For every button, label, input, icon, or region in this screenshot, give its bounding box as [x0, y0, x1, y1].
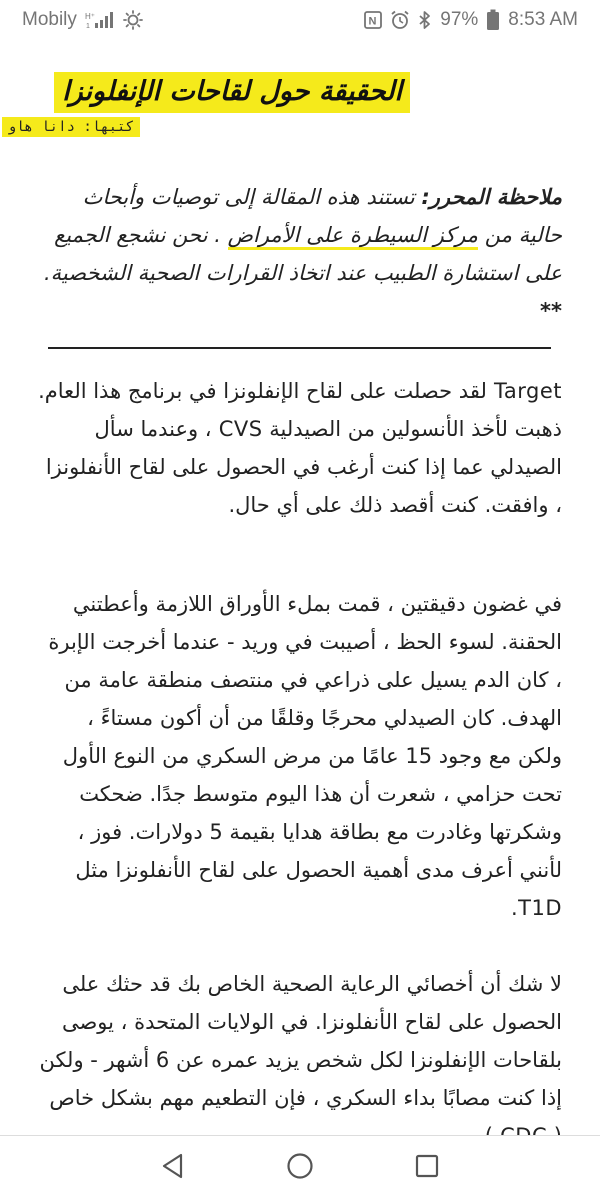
back-button[interactable] [149, 1144, 197, 1192]
status-left [22, 9, 143, 31]
status-right [364, 9, 578, 31]
article-content[interactable] [0, 40, 600, 1135]
navigation-bar [0, 1135, 600, 1200]
article-paragraph-3: لا شك أن أخصائي الرعاية الصحية الخاص بك قد حثك على الحصول على لقاح الأنفلونزا. في الولايات المتحدة ، يوصى بلقاحات الإنفلونزا لكل شخص يزيد عمره عن 6 أشهر - ولكن إذا كنت مصابًا بداء السكري ، فإن التطعيم مهم بشكل خاص [39, 972, 562, 1110]
editor-note-marker: ** [540, 299, 562, 323]
svg-text:H⁺: H⁺ [84, 12, 95, 21]
nfc-icon [364, 11, 382, 29]
recents-button[interactable] [403, 1144, 451, 1192]
carrier-name: Mobily [22, 9, 77, 30]
signal-icon [85, 11, 115, 29]
editor-note [40, 178, 562, 330]
cdc-link[interactable]: مركز السيطرة على الأمراض [228, 223, 478, 250]
back-icon [160, 1152, 186, 1184]
home-button[interactable] [276, 1144, 324, 1192]
article-title: الحقيقة حول لقاحات الإنفلونزا [54, 72, 410, 113]
article-byline: كتبها: دانا هاو [2, 117, 140, 137]
editor-note-label: ملاحظة المحرر: [421, 185, 562, 209]
article-paragraph-2: في غضون دقيقتين ، قمت بملء الأوراق اللازمة وأعطتني الحقنة. لسوء الحظ ، أصيبت في وريد - عندما أخرجت الإبرة ، كان الدم يسيل على ذراعي في منتصف منطقة عامة من الهدف. كان الصيدلي محرجًا وقلقًا من أن أكون مستاءً ، ولكن مع وجود 15 عامًا من مرض السكري من النوع الأول تحت حزامي ، شعرت أن هذا اليوم متوسط جدًا. ضحكت وشكرتها وغادرت مع بطاقة هدايا بقيمة 5 دولارات. فوز ، لأنني أعرف مدى أهمية الحصول على لقاح الأنفلونزا مثل T1D. [48, 592, 562, 920]
brightness-icon [123, 10, 143, 30]
editor-note-text-before: تستند هذه المقالة إلى توصيات وأبحاث حالية من [82, 185, 562, 247]
battery-percent: 97% [440, 9, 479, 30]
status-bar [0, 0, 600, 40]
alarm-icon [390, 10, 410, 30]
battery-icon [486, 9, 500, 31]
home-icon [286, 1152, 314, 1184]
editor-note-text-after: . نحن نشجع الجميع على استشارة الطبيب عند اتخاذ القرارات الصحية الشخصية. [43, 223, 562, 285]
svg-text:N: N [368, 15, 377, 28]
clock: 8:53 AM [508, 9, 578, 30]
section-divider [48, 347, 551, 349]
article-paragraph-1: Target لقد حصلت على لقاح الإنفلونزا في برنامج هذا العام. ذهبت لأخذ الأنسولين من الصيدلية CVS ، وعندما سأل الصيدلي عما إذا كنت أرغب في الحصول على لقاح الأنفلونزا ، وافقت. كنت أقصد ذلك على أي حال. [38, 379, 562, 517]
recents-icon [414, 1153, 440, 1183]
bluetooth-icon [418, 10, 432, 30]
svg-text:1: 1 [85, 23, 90, 30]
article-title-wrap [54, 72, 410, 113]
